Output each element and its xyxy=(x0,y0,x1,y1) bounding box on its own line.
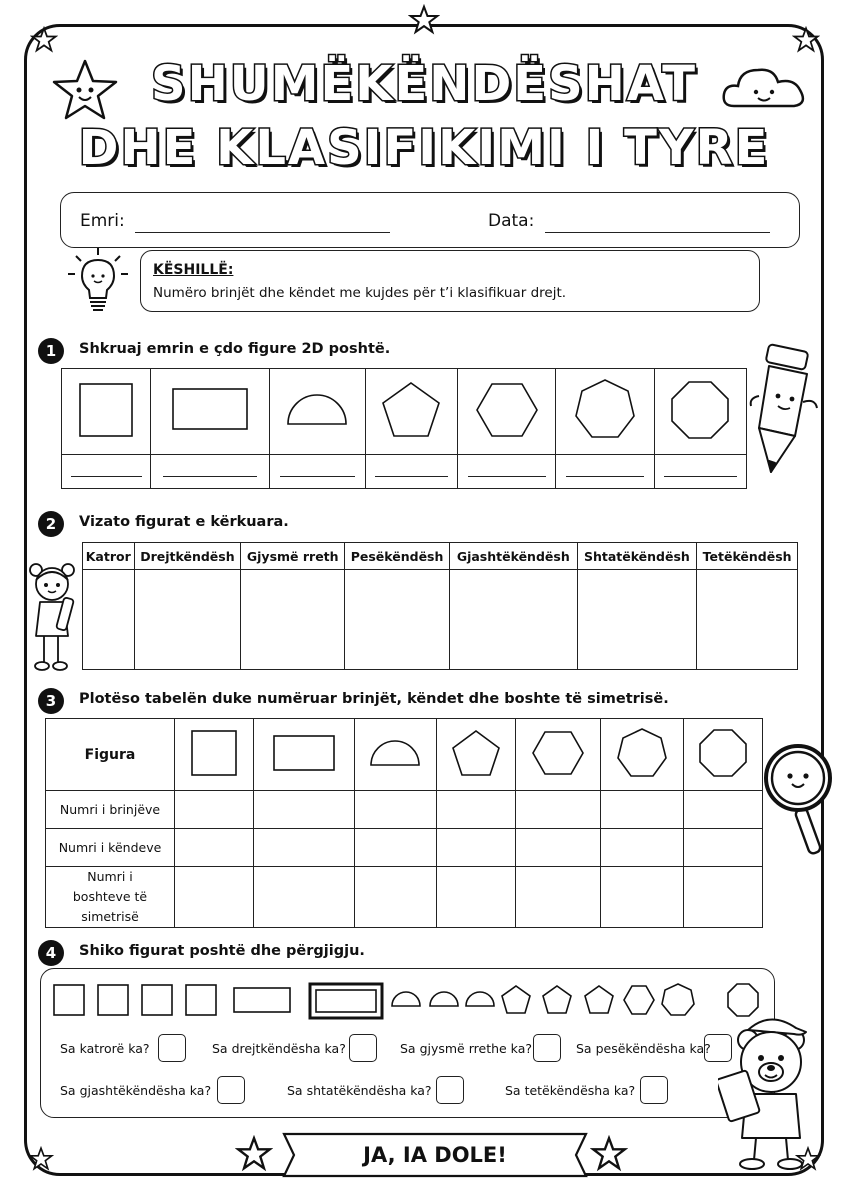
square-shape xyxy=(142,985,172,1015)
pentagon-shape xyxy=(543,986,571,1013)
q2-col-rectangle: Drejtkëndësh xyxy=(134,543,241,570)
q2-draw-cell[interactable] xyxy=(241,570,345,670)
question-1-number: 1 xyxy=(38,338,64,364)
footer-banner-text: JA, IA DOLE! xyxy=(363,1143,507,1167)
star-icon xyxy=(408,4,440,36)
tip-box xyxy=(140,250,760,312)
rectangle-shape xyxy=(170,386,250,434)
square-shape xyxy=(186,985,216,1015)
q2-draw-cell[interactable] xyxy=(450,570,578,670)
octagon-shape xyxy=(697,727,749,779)
star-icon xyxy=(590,1135,628,1173)
pentagon-shape xyxy=(585,986,613,1013)
q4-answer-octagons[interactable] xyxy=(640,1076,668,1104)
q3-header-figura: Figura xyxy=(46,719,175,791)
bear-character-icon xyxy=(718,1010,824,1172)
title-line-2: DHE KLASIFIKIMI I TYRE xyxy=(78,120,770,176)
semicircle-shape xyxy=(392,992,420,1006)
rectangle-shape xyxy=(234,988,290,1012)
q1-shape-octagon xyxy=(654,369,746,455)
question-2-number: 2 xyxy=(38,511,64,537)
question-3-number: 3 xyxy=(38,688,64,714)
semicircle-shape xyxy=(430,992,458,1006)
q3-answer-cell[interactable] xyxy=(601,791,683,829)
q4-answer-semicircles[interactable] xyxy=(533,1034,561,1062)
q3-answer-cell[interactable] xyxy=(516,791,601,829)
pentagon-shape xyxy=(502,986,530,1013)
q3-shape-rectangle xyxy=(254,719,354,791)
q2-col-octagon: Tetëkëndësh xyxy=(697,543,798,570)
q3-table xyxy=(45,718,763,928)
q1-answer-cell[interactable] xyxy=(365,455,457,489)
q3-answer-cell[interactable] xyxy=(683,867,762,928)
square-shape xyxy=(54,985,84,1015)
q3-answer-cell[interactable] xyxy=(354,791,436,829)
heptagon-shape xyxy=(572,377,638,443)
q2-col-hexagon: Gjashtëkëndësh xyxy=(450,543,578,570)
q2-col-heptagon: Shtatëkëndësh xyxy=(577,543,697,570)
title-line-1: SHUMËKËNDËSHAT xyxy=(151,56,697,112)
q4-question-octagons: Sa tetëkëndësha ka? xyxy=(505,1083,636,1098)
q3-answer-cell[interactable] xyxy=(354,867,436,928)
q2-draw-cell[interactable] xyxy=(577,570,697,670)
q3-answer-cell[interactable] xyxy=(354,829,436,867)
name-field[interactable] xyxy=(135,232,390,233)
magnifier-character-icon xyxy=(764,742,834,860)
q3-answer-cell[interactable] xyxy=(516,867,601,928)
star-icon xyxy=(792,26,820,54)
heptagon-shape xyxy=(662,984,694,1015)
star-icon xyxy=(30,26,58,54)
q2-col-square: Katror xyxy=(83,543,135,570)
q2-draw-cell[interactable] xyxy=(345,570,450,670)
pencil-character-icon xyxy=(745,336,833,476)
q1-answer-cell[interactable] xyxy=(458,455,556,489)
q1-answer-cell[interactable] xyxy=(654,455,746,489)
q3-shape-hexagon xyxy=(516,719,601,791)
q1-shape-hexagon xyxy=(458,369,556,455)
q4-answer-rectangles[interactable] xyxy=(349,1034,377,1062)
q4-question-semicircles: Sa gjysmë rrethe ka? xyxy=(400,1041,533,1056)
q1-table xyxy=(61,368,747,489)
q3-answer-cell[interactable] xyxy=(175,791,254,829)
q3-row-symmetry-label: Numri i boshteve të simetrisë xyxy=(46,867,175,928)
q4-question-pentagons: Sa pesëkëndësha ka? xyxy=(576,1041,711,1056)
q1-shape-square xyxy=(62,369,151,455)
pentagon-shape xyxy=(380,380,442,440)
q2-table xyxy=(82,542,798,670)
square-shape xyxy=(188,727,240,779)
q3-answer-cell[interactable] xyxy=(601,829,683,867)
rectangle-shape xyxy=(310,984,382,1018)
q3-shape-octagon xyxy=(683,719,762,791)
star-icon xyxy=(235,1135,273,1173)
q3-shape-pentagon xyxy=(436,719,515,791)
hexagon-shape xyxy=(474,381,540,439)
q3-answer-cell[interactable] xyxy=(175,829,254,867)
tip-text: Numëro brinjët dhe këndet me kujdes për t’i klasifikuar drejt. xyxy=(153,285,567,301)
q3-answer-cell[interactable] xyxy=(516,829,601,867)
q3-row-angles-label: Numri i këndeve xyxy=(46,829,175,867)
q3-row-sides-label: Numri i brinjëve xyxy=(46,791,175,829)
q3-answer-cell[interactable] xyxy=(436,867,515,928)
q4-answer-hexagons[interactable] xyxy=(217,1076,245,1104)
name-date-box xyxy=(60,192,800,248)
q2-draw-cell[interactable] xyxy=(83,570,135,670)
q2-draw-cell[interactable] xyxy=(697,570,798,670)
q4-question-hexagons: Sa gjashtëkëndësha ka? xyxy=(60,1083,212,1098)
q3-answer-cell[interactable] xyxy=(436,829,515,867)
name-label: Emri: xyxy=(80,211,125,231)
star-icon xyxy=(28,1146,54,1172)
q4-answer-heptagons[interactable] xyxy=(436,1076,464,1104)
q4-question-heptagons: Sa shtatëkëndësha ka? xyxy=(287,1083,432,1098)
q4-question-rectangles: Sa drejtkëndësha ka? xyxy=(212,1041,346,1056)
date-field[interactable] xyxy=(545,232,770,233)
date-label: Data: xyxy=(488,211,535,231)
q1-shape-semicircle xyxy=(270,369,365,455)
semicircle-shape xyxy=(466,992,494,1006)
q4-shapes-row xyxy=(48,980,768,1022)
rectangle-shape xyxy=(271,733,337,773)
q1-answer-cell[interactable] xyxy=(556,455,654,489)
q3-answer-cell[interactable] xyxy=(254,829,354,867)
q1-answer-cell[interactable] xyxy=(62,455,151,489)
q1-answer-cell[interactable] xyxy=(151,455,270,489)
q3-answer-cell[interactable] xyxy=(254,867,354,928)
q2-col-semicircle: Gjysmë rreth xyxy=(241,543,345,570)
question-4-instruction: Shiko figurat poshtë dhe përgjigju. xyxy=(79,943,365,959)
pentagon-shape xyxy=(450,728,502,778)
q4-answer-squares[interactable] xyxy=(158,1034,186,1062)
hexagon-shape xyxy=(624,986,654,1014)
rectangle-shape xyxy=(316,990,376,1012)
q4-question-squares: Sa katrorë ka? xyxy=(60,1041,150,1056)
semicircle-shape xyxy=(368,738,422,768)
q3-shape-semicircle xyxy=(354,719,436,791)
q3-answer-cell[interactable] xyxy=(683,791,762,829)
q3-answer-cell[interactable] xyxy=(436,791,515,829)
lightbulb-icon xyxy=(62,246,134,318)
square-shape xyxy=(98,985,128,1015)
semicircle-shape xyxy=(285,393,349,427)
q3-answer-cell[interactable] xyxy=(254,791,354,829)
q3-answer-cell[interactable] xyxy=(601,867,683,928)
q3-shape-square xyxy=(175,719,254,791)
q3-answer-cell[interactable] xyxy=(175,867,254,928)
q2-draw-cell[interactable] xyxy=(134,570,241,670)
square-shape xyxy=(76,380,136,440)
q3-shape-heptagon xyxy=(601,719,683,791)
question-3-instruction: Plotëso tabelën duke numëruar brinjët, këndet dhe boshte të simetrisë. xyxy=(79,691,669,707)
hexagon-shape xyxy=(530,729,586,777)
girl-character-icon xyxy=(26,558,82,674)
question-1-instruction: Shkruaj emrin e çdo figure 2D poshtë. xyxy=(79,341,391,357)
q2-col-pentagon: Pesëkëndësh xyxy=(345,543,450,570)
question-2-instruction: Vizato figurat e kërkuara. xyxy=(79,514,289,530)
question-4-number: 4 xyxy=(38,940,64,966)
octagon-shape xyxy=(669,379,731,441)
q1-shape-heptagon xyxy=(556,369,654,455)
q1-answer-cell[interactable] xyxy=(270,455,365,489)
q1-shape-pentagon xyxy=(365,369,457,455)
q1-shape-rectangle xyxy=(151,369,270,455)
q3-answer-cell[interactable] xyxy=(683,829,762,867)
tip-heading: KËSHILLË: xyxy=(153,262,234,278)
heptagon-shape xyxy=(615,726,669,780)
